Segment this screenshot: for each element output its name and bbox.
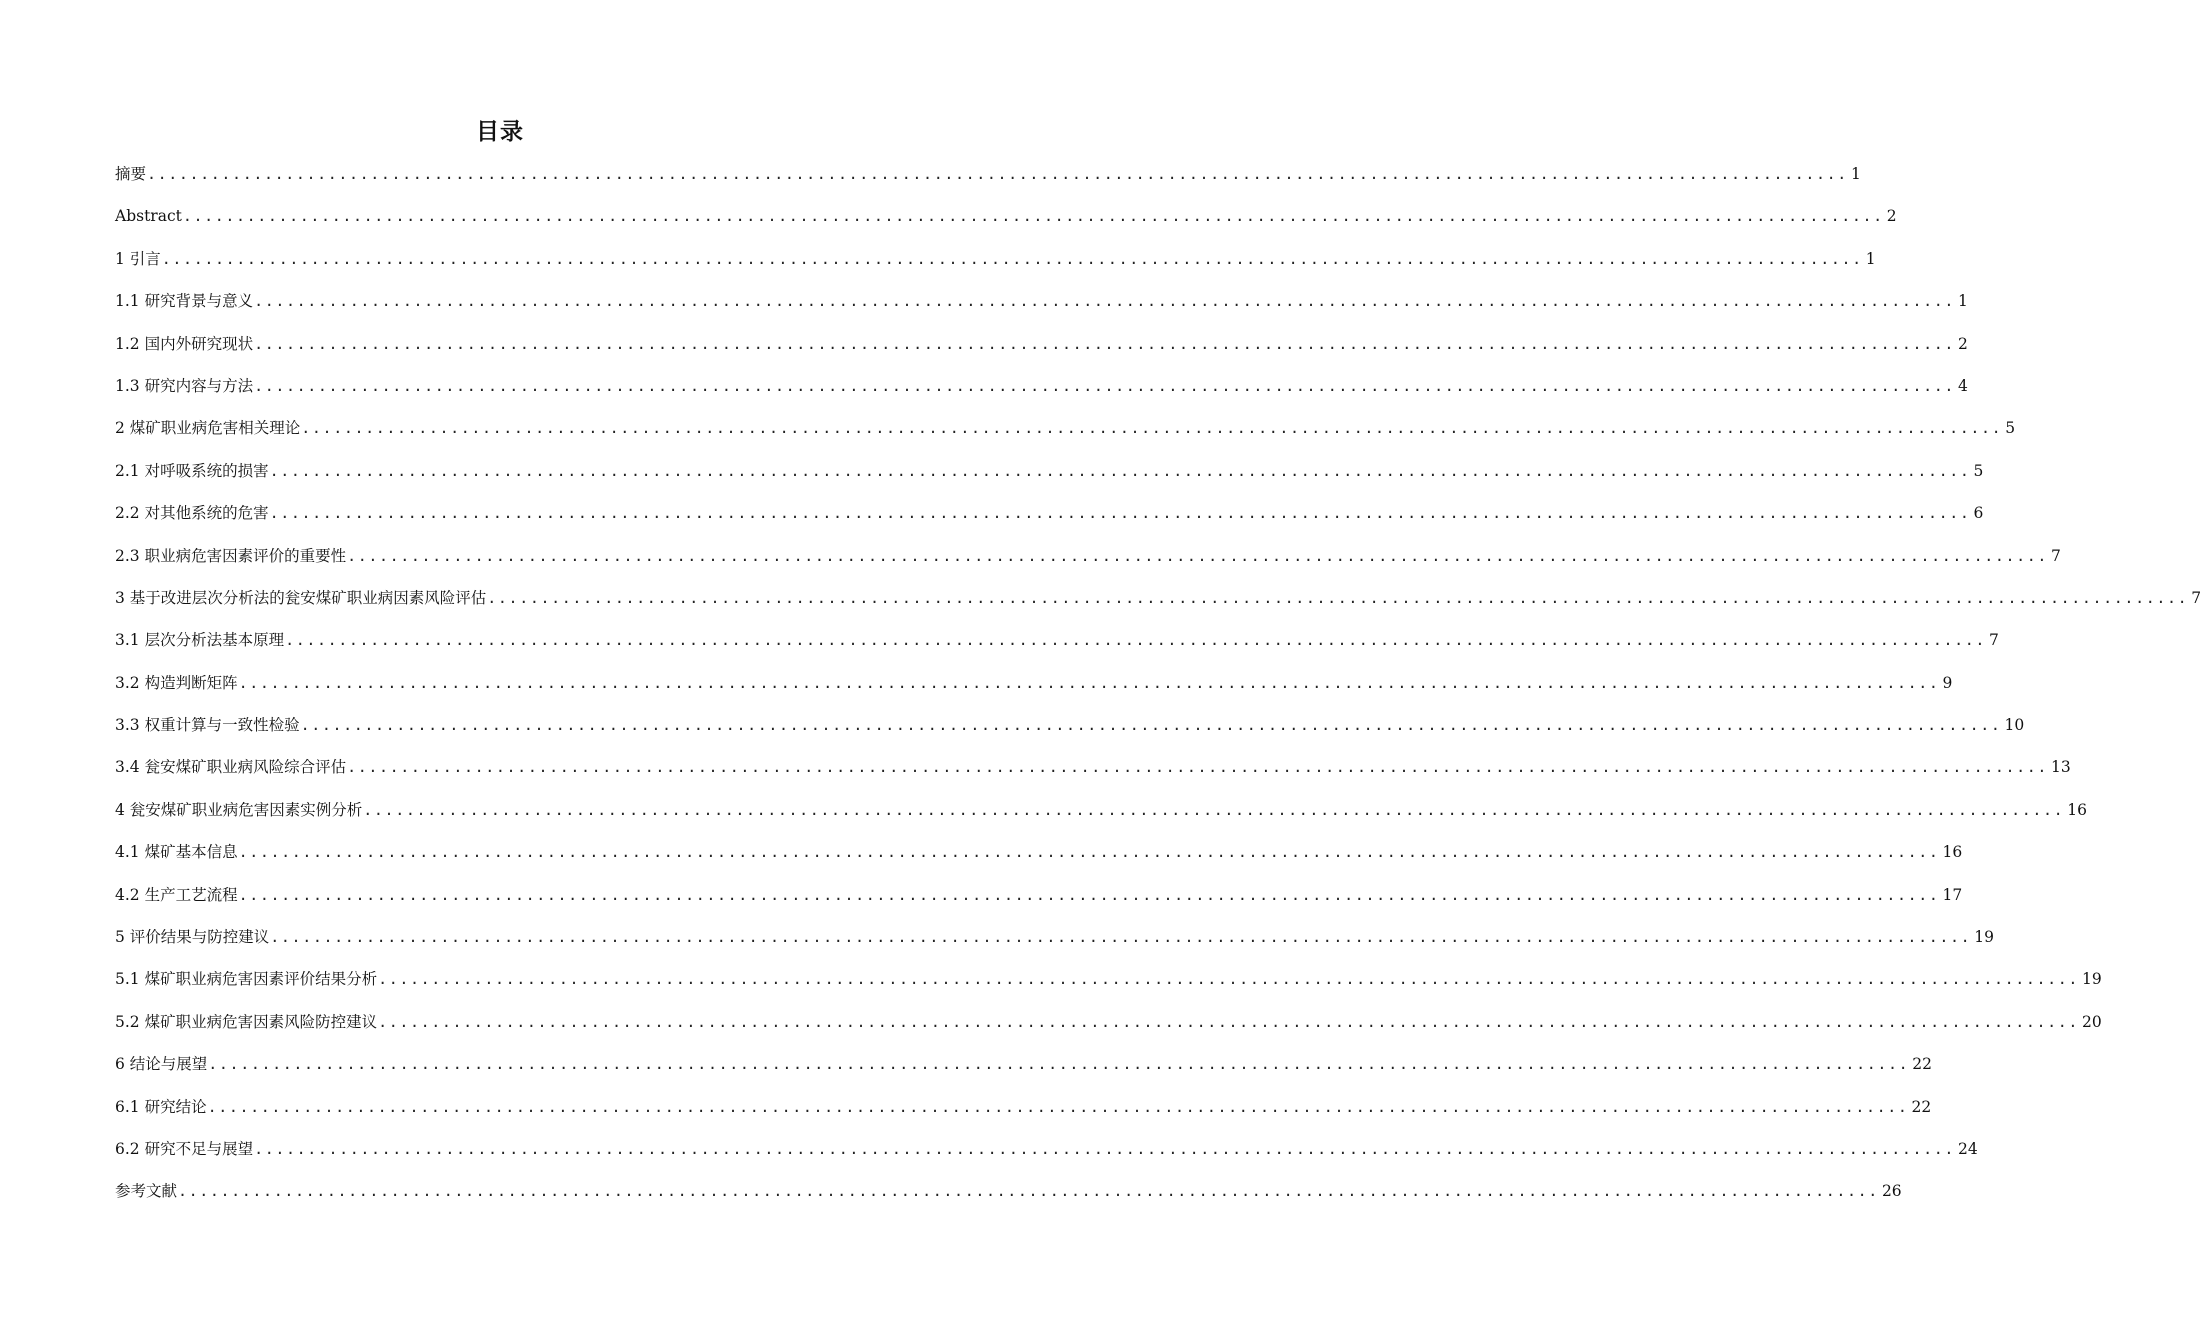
toc-entry-label: 1.1 研究背景与意义 bbox=[115, 292, 254, 311]
toc-entry-page-number: 6 bbox=[1973, 504, 1984, 523]
toc-entry[interactable] bbox=[115, 326, 1968, 368]
toc-entry-page-number: 24 bbox=[1958, 1139, 1978, 1158]
toc-entry-page-number: 19 bbox=[1974, 928, 1994, 947]
toc-entry-label: 1 引言 bbox=[115, 249, 161, 268]
toc-entry-page-number: 16 bbox=[2067, 800, 2087, 819]
toc-entry-page-number: 10 bbox=[2004, 716, 2025, 735]
toc-entry-label: 摘要 bbox=[115, 165, 147, 183]
dot-leader: ................................................................................................................................................................ bbox=[269, 504, 1971, 523]
toc-entry-page-number: 22 bbox=[1911, 1097, 1932, 1116]
toc-entry[interactable] bbox=[115, 410, 2016, 452]
toc-entry[interactable] bbox=[115, 538, 2061, 580]
toc-entry-page-number: 19 bbox=[2082, 970, 2102, 989]
dot-leader: ................................................................................................................................................................ bbox=[208, 1055, 1910, 1074]
toc-list bbox=[115, 156, 2201, 1216]
toc-entry-label: 4.2 生产工艺流程 bbox=[115, 885, 238, 904]
dot-leader: ................................................................................................................................................................ bbox=[254, 376, 1955, 395]
toc-entry[interactable] bbox=[115, 368, 1968, 410]
toc-entry-page-number: 2 bbox=[1886, 207, 1897, 226]
toc-entry-page-number: 26 bbox=[1881, 1182, 1902, 1201]
dot-leader: ................................................................................................................................................................ bbox=[147, 165, 1848, 183]
toc-entry[interactable] bbox=[115, 834, 1963, 876]
toc-entry[interactable] bbox=[115, 961, 2102, 1003]
toc-entry-label: 2 煤矿职业病危害相关理论 bbox=[115, 419, 301, 438]
toc-entry-label: 2.3 职业病危害因素评价的重要性 bbox=[115, 546, 347, 565]
toc-entry[interactable] bbox=[115, 1089, 1932, 1131]
dot-leader: ................................................................................................................................................................ bbox=[487, 588, 2189, 607]
toc-entry-page-number: 17 bbox=[1942, 885, 1963, 904]
toc-entry[interactable] bbox=[115, 580, 2201, 622]
dot-leader: ................................................................................................................................................................ bbox=[254, 292, 1955, 311]
toc-entry-label: 3.1 层次分析法基本原理 bbox=[115, 631, 285, 650]
toc-entry-label: 3 基于改进层次分析法的瓮安煤矿职业病因素风险评估 bbox=[115, 588, 487, 607]
dot-leader: ................................................................................................................................................................ bbox=[238, 843, 1940, 862]
toc-entry-page-number: 1 bbox=[1865, 249, 1876, 268]
dot-leader: ................................................................................................................................................................ bbox=[378, 970, 2080, 989]
toc-entry[interactable] bbox=[115, 877, 1963, 919]
toc-entry-page-number: 20 bbox=[2082, 1012, 2102, 1031]
toc-entry[interactable] bbox=[115, 622, 1999, 664]
page-title: 目录 bbox=[476, 119, 524, 145]
toc-entry-label: 6.2 研究不足与展望 bbox=[115, 1139, 254, 1158]
dot-leader: ................................................................................................................................................................ bbox=[363, 800, 2065, 819]
toc-entry[interactable] bbox=[115, 919, 1994, 961]
toc-entry-label: 6.1 研究结论 bbox=[115, 1097, 207, 1116]
toc-entry[interactable] bbox=[115, 198, 1897, 240]
toc-entry-label: 2.1 对呼吸系统的损害 bbox=[115, 461, 269, 480]
dot-leader: ................................................................................................................................................................ bbox=[347, 758, 2049, 777]
toc-entry-label: 5.2 煤矿职业病危害因素风险防控建议 bbox=[115, 1012, 378, 1031]
dot-leader: ................................................................................................................................................................ bbox=[254, 1139, 1955, 1158]
toc-entry[interactable] bbox=[115, 156, 1861, 198]
dot-leader: ................................................................................................................................................................ bbox=[161, 249, 1863, 268]
toc-entry-page-number: 7 bbox=[2191, 588, 2201, 607]
toc-entry-label: 5 评价结果与防控建议 bbox=[115, 928, 270, 947]
toc-entry-label: Abstract bbox=[115, 207, 182, 226]
toc-entry[interactable] bbox=[115, 495, 1984, 537]
toc-entry-page-number: 13 bbox=[2051, 758, 2071, 777]
toc-entry-label: 4 瓮安煤矿职业病危害因素实例分析 bbox=[115, 800, 363, 819]
toc-entry-label: 4.1 煤矿基本信息 bbox=[115, 843, 238, 862]
toc-entry[interactable] bbox=[115, 665, 1953, 707]
dot-leader: ................................................................................................................................................................ bbox=[269, 461, 1971, 480]
toc-entry-label: 参考文献 bbox=[115, 1182, 178, 1201]
dot-leader: ................................................................................................................................................................ bbox=[254, 334, 1955, 353]
toc-entry-label: 1.2 国内外研究现状 bbox=[115, 334, 254, 353]
toc-entry-page-number: 16 bbox=[1942, 843, 1963, 862]
dot-leader: ................................................................................................................................................................ bbox=[347, 546, 2049, 565]
toc-entry-label: 5.1 煤矿职业病危害因素评价结果分析 bbox=[115, 970, 378, 989]
dot-leader: ................................................................................................................................................................ bbox=[238, 885, 1940, 904]
toc-entry-page-number: 4 bbox=[1958, 376, 1968, 395]
toc-entry-label: 1.3 研究内容与方法 bbox=[115, 376, 254, 395]
dot-leader: ................................................................................................................................................................ bbox=[270, 928, 1972, 947]
toc-entry[interactable] bbox=[115, 241, 1876, 283]
toc-entry[interactable] bbox=[115, 792, 2087, 834]
toc-entry-label: 3.3 权重计算与一致性检验 bbox=[115, 716, 300, 735]
toc-entry-page-number: 5 bbox=[2005, 419, 2016, 438]
toc-entry[interactable] bbox=[115, 749, 2071, 791]
dot-leader: ................................................................................................................................................................ bbox=[301, 419, 2003, 438]
toc-entry-label: 3.4 瓮安煤矿职业病风险综合评估 bbox=[115, 758, 347, 777]
toc-entry-label: 2.2 对其他系统的危害 bbox=[115, 504, 269, 523]
toc-entry[interactable] bbox=[115, 1173, 1902, 1215]
toc-entry[interactable] bbox=[115, 1046, 1932, 1088]
toc-entry-page-number: 1 bbox=[1958, 292, 1968, 311]
toc-entry[interactable] bbox=[115, 707, 2025, 749]
dot-leader: ................................................................................................................................................................ bbox=[182, 207, 1884, 226]
toc-entry-page-number: 2 bbox=[1958, 334, 1968, 353]
toc-entry-page-number: 1 bbox=[1850, 165, 1861, 183]
toc-entry[interactable] bbox=[115, 283, 1968, 325]
toc-entry[interactable] bbox=[115, 1004, 2102, 1046]
toc-entry[interactable] bbox=[115, 453, 1984, 495]
toc-entry-page-number: 9 bbox=[1942, 673, 1953, 692]
dot-leader: ................................................................................................................................................................ bbox=[238, 673, 1940, 692]
dot-leader: ................................................................................................................................................................ bbox=[178, 1182, 1879, 1201]
toc-entry-page-number: 7 bbox=[2051, 546, 2061, 565]
dot-leader: ................................................................................................................................................................ bbox=[378, 1012, 2080, 1031]
dot-leader: ................................................................................................................................................................ bbox=[285, 631, 1986, 650]
toc-entry[interactable] bbox=[115, 1131, 1978, 1173]
dot-leader: ................................................................................................................................................................ bbox=[207, 1097, 1909, 1116]
toc-entry-label: 6 结论与展望 bbox=[115, 1055, 208, 1074]
toc-entry-page-number: 22 bbox=[1912, 1055, 1932, 1074]
dot-leader: ................................................................................................................................................................ bbox=[300, 716, 2002, 735]
toc-entry-label: 3.2 构造判断矩阵 bbox=[115, 673, 238, 692]
toc-entry-page-number: 5 bbox=[1973, 461, 1984, 480]
toc-entry-page-number: 7 bbox=[1989, 631, 1999, 650]
